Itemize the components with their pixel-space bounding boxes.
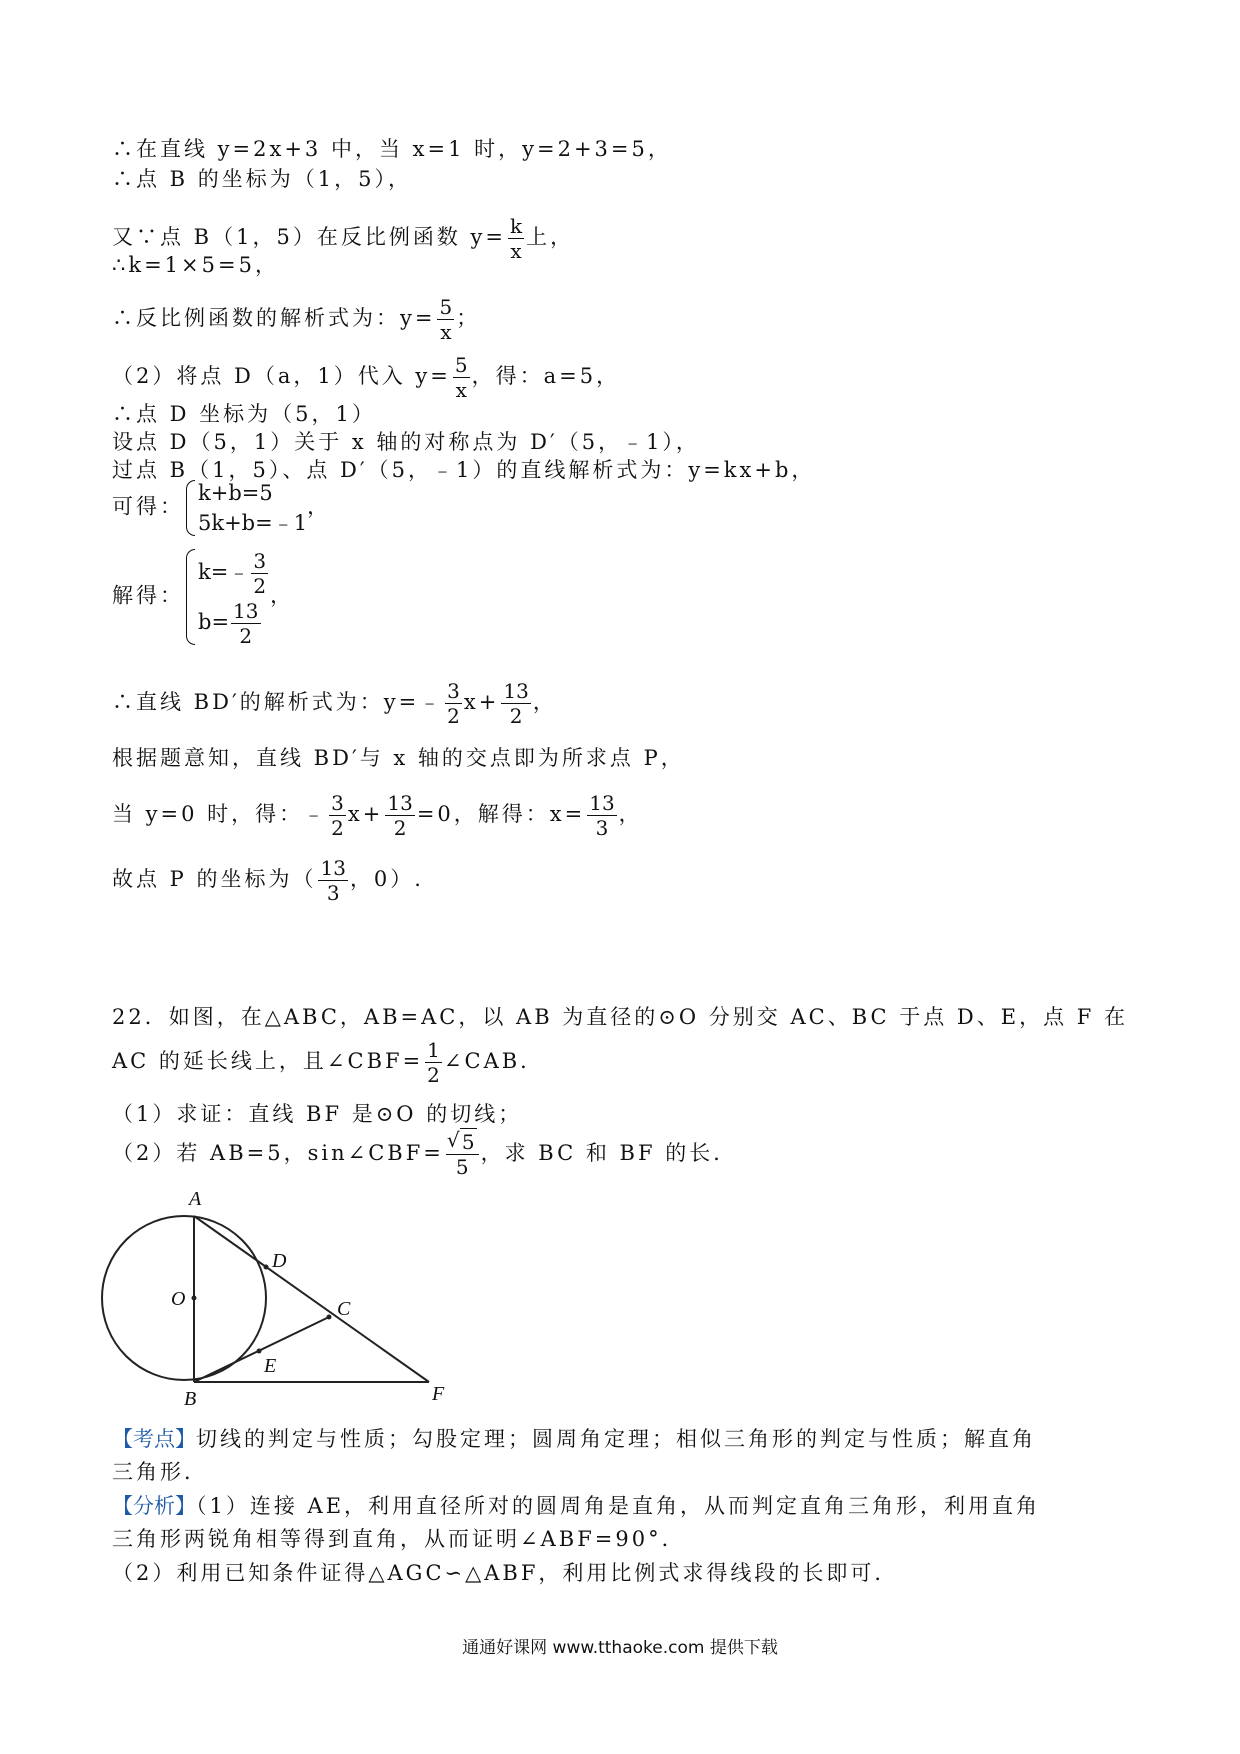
fraction xyxy=(329,793,346,838)
fenxi-line-2: 三角形两锐角相等得到直角，从而证明∠ABF=90°． xyxy=(112,1527,686,1551)
text: 解得： xyxy=(112,583,184,608)
numerator: 13 xyxy=(320,856,346,880)
text: 上， xyxy=(526,225,575,249)
kaodian-line-2: 三角形． xyxy=(112,1460,208,1484)
fraction xyxy=(587,793,616,838)
text: ， xyxy=(532,690,557,714)
denominator: 2 xyxy=(509,704,523,728)
fraction xyxy=(231,601,260,646)
solution-line-10 xyxy=(112,478,331,538)
text: ； xyxy=(456,306,481,330)
solution-line-2: ∴点 B 的坐标为（1，5）， xyxy=(112,167,413,191)
text: =0，解得：x= xyxy=(416,802,586,826)
numerator: 13 xyxy=(589,791,615,815)
problem-line-2 xyxy=(112,1040,544,1085)
denominator: 2 xyxy=(447,704,460,728)
equation: 5k+b=﹣1 xyxy=(198,511,308,535)
text: 当 y=0 时，得：﹣ xyxy=(112,802,328,826)
text: ∠CAB． xyxy=(443,1049,545,1073)
denominator: 2 xyxy=(393,816,407,840)
kaodian-line-1 xyxy=(112,1426,1036,1452)
text: k=﹣ xyxy=(198,560,250,584)
page-footer: 通通好课网 www.tthaoke.com 提供下载 xyxy=(462,1638,778,1658)
solution-line-8: 设点 D（5，1）关于 x 轴的对称点为 D′（5，﹣1）， xyxy=(112,430,700,454)
denominator: x xyxy=(440,320,452,344)
equation: k+b=5 xyxy=(198,481,273,505)
text: 又∵点 B（1，5）在反比例函数 y= xyxy=(112,225,506,249)
denominator: 2 xyxy=(253,574,267,598)
denominator: 2 xyxy=(239,624,253,648)
problem-line-3: （1）求证：直线 BF 是⊙O 的切线； xyxy=(112,1102,523,1126)
label-b: B xyxy=(184,1388,197,1410)
text: 故点 P 的坐标为（ xyxy=(112,867,317,891)
solution-line-13: 根据题意知，直线 BD′与 x 轴的交点即为所求点 P， xyxy=(112,746,685,770)
text: b= xyxy=(198,610,230,634)
problem-line-1: 22．如图，在△ABC，AB=AC，以 AB 为直径的⊙O 分别交 AC、BC 于点 D、E，点 F 在 xyxy=(112,1005,1129,1029)
solution-line-6 xyxy=(112,355,620,400)
text: ，求 BC 和 BF 的长． xyxy=(480,1141,738,1165)
text: AC 的延长线上，且∠CBF= xyxy=(112,1049,424,1073)
text: （2）若 AB=5，sin∠CBF= xyxy=(112,1141,444,1165)
denominator: x xyxy=(455,378,467,402)
text: x+ xyxy=(463,690,500,714)
numerator: 3 xyxy=(447,679,460,703)
denominator: 3 xyxy=(595,816,609,840)
equation-system xyxy=(184,478,307,538)
numerator: 5 xyxy=(454,353,468,377)
fraction xyxy=(501,681,530,726)
segment-af xyxy=(194,1216,429,1382)
point-e xyxy=(257,1349,262,1354)
solution-line-14 xyxy=(112,793,643,838)
label-a: A xyxy=(189,1188,202,1210)
numerator: k xyxy=(509,214,523,238)
text: x+ xyxy=(347,802,384,826)
radicand: 5 xyxy=(461,1130,475,1154)
kaodian-tag: 【考点】 xyxy=(112,1427,196,1451)
solution-line-9: 过点 B（1，5）、点 D′（5，﹣1）的直线解析式为：y=kx+b， xyxy=(112,458,816,482)
label-d: D xyxy=(272,1250,287,1272)
fenxi-line-3: （2）利用已知条件证得△AGC∽△ABF，利用比例式求得线段的长即可． xyxy=(112,1561,899,1585)
text: ∴反比例函数的解析式为：y= xyxy=(112,306,436,330)
denominator: 2 xyxy=(427,1063,440,1087)
equation xyxy=(198,597,270,647)
numerator: 5 xyxy=(439,295,453,319)
fraction xyxy=(446,1132,479,1177)
denominator: x xyxy=(510,239,522,263)
fraction xyxy=(508,216,524,261)
label-e: E xyxy=(264,1355,277,1377)
equation-system xyxy=(184,547,270,647)
solution-line-12 xyxy=(112,681,557,726)
solution-line-11 xyxy=(112,547,294,647)
numerator: 3 xyxy=(253,549,267,573)
text: 切线的判定与性质；勾股定理；圆周角定理；相似三角形的判定与性质；解直角 xyxy=(196,1427,1036,1451)
fenxi-tag: 【分析】 xyxy=(112,1494,196,1518)
sqrt xyxy=(448,1132,477,1152)
denominator: 2 xyxy=(331,816,344,840)
text: （1）连接 AE，利用直径所对的圆周角是直角，从而判定直角三角形，利用直角 xyxy=(196,1494,1041,1518)
solution-line-5 xyxy=(112,297,480,342)
text: ∴直线 BD′的解析式为：y=﹣ xyxy=(112,690,444,714)
numerator: 3 xyxy=(331,791,344,815)
denominator: 3 xyxy=(326,881,340,905)
fraction xyxy=(251,551,268,596)
label-c: C xyxy=(337,1298,351,1320)
label-o: O xyxy=(171,1288,186,1310)
text: ， xyxy=(307,494,332,519)
point-c xyxy=(327,1315,332,1320)
solution-line-1: ∴在直线 y=2x+3 中，当 x=1 时，y=2+3=5， xyxy=(112,137,672,161)
point-o xyxy=(192,1296,197,1301)
fraction xyxy=(425,1040,442,1085)
text: 可得： xyxy=(112,494,184,519)
fraction xyxy=(318,858,347,903)
fraction xyxy=(437,297,454,342)
point-d xyxy=(264,1265,269,1270)
numerator xyxy=(446,1132,479,1155)
solution-line-4: ∴k=1×5=5， xyxy=(112,253,279,277)
text: ， xyxy=(270,583,295,608)
text: （2）将点 D（a，1）代入 y= xyxy=(112,364,451,388)
numerator: 13 xyxy=(503,679,529,703)
text: ，0）. xyxy=(349,867,424,891)
label-f: F xyxy=(432,1383,445,1405)
geometry-figure xyxy=(100,1185,460,1410)
numerator: 13 xyxy=(233,599,259,623)
fenxi-line-1 xyxy=(112,1493,1040,1519)
solution-line-7: ∴点 D 坐标为（5，1） xyxy=(112,402,376,426)
denominator: 5 xyxy=(455,1155,469,1179)
numerator: 13 xyxy=(387,791,413,815)
text: ，得：a=5， xyxy=(471,364,621,388)
text: ， xyxy=(618,802,643,826)
fraction xyxy=(453,355,470,400)
equation xyxy=(198,547,270,597)
fraction xyxy=(385,793,414,838)
problem-line-4 xyxy=(112,1132,737,1177)
numerator: 1 xyxy=(427,1038,440,1062)
solution-line-15 xyxy=(112,858,424,903)
fraction xyxy=(445,681,462,726)
